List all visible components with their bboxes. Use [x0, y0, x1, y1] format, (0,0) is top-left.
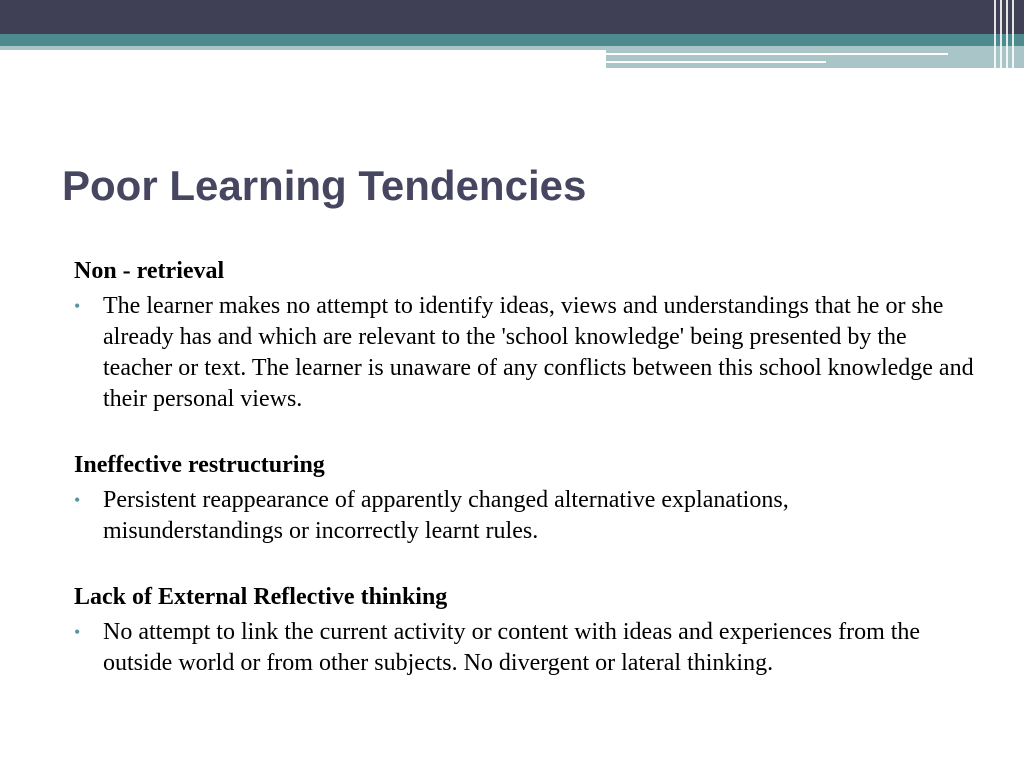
bullet-dot-icon: •: [74, 296, 81, 316]
bullet-item: [74, 291, 974, 415]
header-stripe: [994, 0, 996, 68]
header-band-right-block: [606, 46, 1024, 68]
header-stripe: [1000, 0, 1002, 68]
header-band-dark: [0, 0, 1024, 34]
bullet-dot-icon: •: [74, 490, 81, 510]
slide-title: Poor Learning Tendencies: [62, 162, 587, 209]
section-lack-of-external-reflective-thinking: [74, 582, 974, 679]
bullet-item: [74, 485, 974, 547]
bullet-dot-icon: •: [74, 622, 81, 642]
bullet-text: No attempt to link the current activity or content with ideas and experiences from the outside world or from other subjects. No divergent or lateral thinking.: [103, 619, 921, 676]
bullet-item: [74, 617, 974, 679]
section-heading: Lack of External Reflective thinking: [74, 584, 448, 610]
header-band-teal: [0, 34, 1024, 46]
section-non-retrieval: [74, 256, 974, 415]
bullet-text: The learner makes no attempt to identify ideas, views and understandings that he or she already has and which are relevant to the 'school knowledge' being presented by the teacher or text. The learner is unaware of any conflicts between this school knowledge and their personal views.: [103, 293, 974, 412]
header-stripe: [1006, 0, 1008, 68]
header-thin-line: [606, 53, 948, 55]
header-thin-line: [606, 61, 826, 63]
section-ineffective-restructuring: [74, 450, 974, 547]
slide-body: [74, 256, 974, 679]
bullet-text: Persistent reappearance of apparently changed alternative explanations, misunderstandings or incorrectly learnt rules.: [103, 487, 789, 544]
section-heading: Ineffective restructuring: [74, 452, 325, 478]
section-heading: Non - retrieval: [74, 258, 225, 284]
header-stripe: [1012, 0, 1014, 68]
